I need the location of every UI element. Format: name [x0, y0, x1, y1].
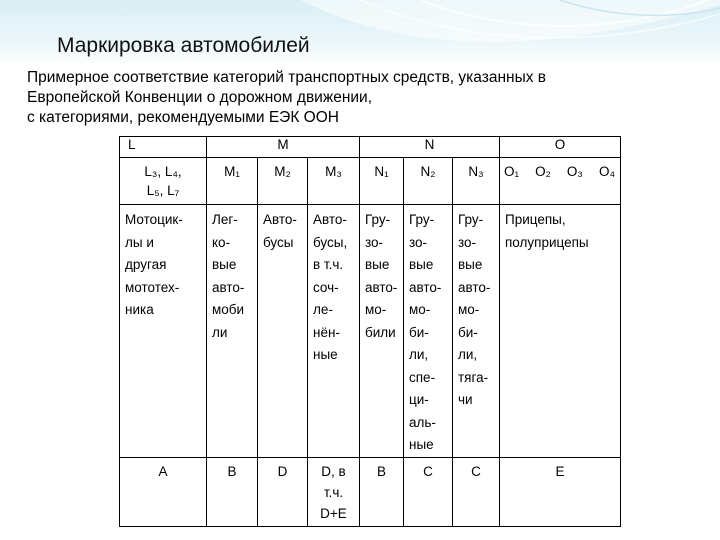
subtitle: [27, 68, 707, 128]
desc-l: Мотоцик- лы и другая мототех- ника: [120, 205, 207, 458]
sub-n1: N₁: [360, 158, 404, 205]
subtitle-line: Европейской Конвенции о дорожном движении,: [27, 89, 373, 106]
sub-o: [500, 158, 621, 205]
code-m2: D: [258, 457, 308, 526]
sub-o4: O₄: [598, 164, 615, 179]
desc-o: Прицепы, полуприцепы: [500, 205, 621, 458]
sub-o2: O₂: [535, 164, 551, 179]
code-n3: C: [453, 457, 500, 526]
sub-m1: M₁: [207, 158, 258, 205]
sub-m2: M₂: [258, 158, 308, 205]
sub-n3: N₃: [453, 158, 500, 205]
sub-m3: M₃: [308, 158, 360, 205]
sub-o3: O₃: [566, 164, 583, 179]
desc-n2: Гру- зо- вые авто- мо- би- ли, спе- ци- аль- ные: [404, 205, 453, 458]
description-row: [120, 205, 621, 458]
sub-n2: N₂: [404, 158, 453, 205]
desc-m2: Авто- бусы: [258, 205, 308, 458]
subtitle-line: Примерное соответствие категорий транспортных средств, указанных в: [27, 69, 547, 86]
group-o: O: [500, 137, 621, 158]
code-m1: B: [207, 457, 258, 526]
subtitle-line: с категориями, рекомендуемыми ЕЭК ООН: [27, 109, 339, 126]
sub-o1: O₁: [504, 164, 520, 179]
group-header-row: [120, 137, 621, 158]
group-l: L: [120, 137, 207, 158]
desc-n1: Гру- зо- вые авто- мо- били: [360, 205, 404, 458]
slide-title: Маркировка автомобилей: [57, 34, 310, 57]
sub-l: L₃, L₄, L₅, L₇: [120, 158, 207, 205]
code-l: A: [120, 457, 207, 526]
code-row: [120, 457, 621, 526]
subcategory-row: [120, 158, 621, 205]
desc-m3: Авто- бусы, в т.ч. соч- ле- нён- ные: [308, 205, 360, 458]
code-n1: B: [360, 457, 404, 526]
desc-m1: Лег- ко- вые авто- моби ли: [207, 205, 258, 458]
code-o: E: [500, 457, 621, 526]
code-n2: C: [404, 457, 453, 526]
desc-n3: Гру- зо- вые авто- мо- би- ли, тяга- чи: [453, 205, 500, 458]
category-table: [119, 136, 621, 527]
group-m: M: [207, 137, 360, 158]
code-m3: D, в т.ч. D+E: [308, 457, 360, 526]
group-n: N: [360, 137, 500, 158]
